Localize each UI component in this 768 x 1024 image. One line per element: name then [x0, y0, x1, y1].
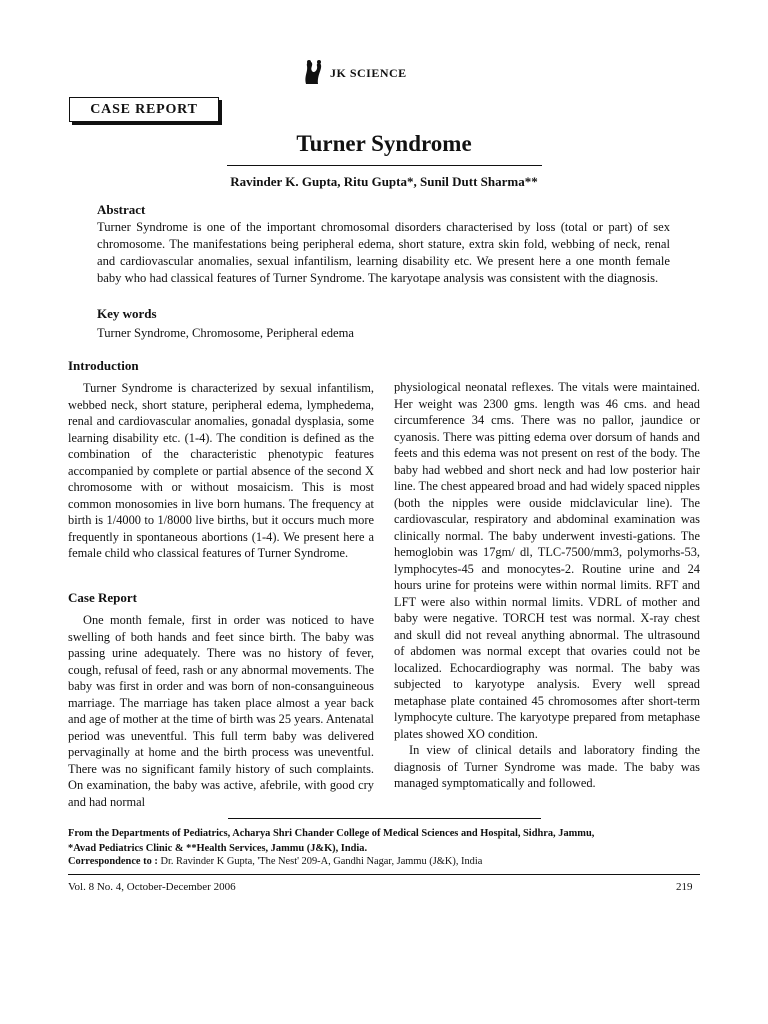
correspondence-text: Dr. Ravinder K Gupta, 'The Nest' 209-A, Gandhi Nagar, Jammu (J&K), India — [157, 856, 483, 867]
case-report-continuation: physiological neonatal reflexes. The vitals were maintained. Her weight was 2300 gms. length was 46 cms. and head circumference 34 cms. There was no pallor, jaundice or cyanosis. There was pitting edema over dorsum of hands and feets and this edema was not present on rest of the body. The baby had webbed and short neck and had low posterior hair line. The chest appeared broad and had widely spaced nipples (both the nipples were ouside midclavicular line). The cardiovascular, respiratory and abdominal examination was clinically normal. The baby underwent investi-gations. The hemoglobin was 17gm/ dl, TLC-7500/mm3, polymorhs-53, lymphocytes-45 and monocytes-2. Routine urine and 24 hours urine for proteins were within normal limits. RFT and LFT were also within normal limits. VDRL of mother and baby were negative. TORCH test was normal. X-ray chest and skull did not reveal anything abnormal. The ultrasound of abdomen was normal except that ovaries could not be localized. Echocardiography was normal. The baby was subjected to karyotype analysis. Every well spread metaphase plate contained 45 chromosomes after short-term lymphocyte culture. The karyotype prepared from metaphase plates showed XO condition. — [394, 380, 700, 741]
affiliation — [68, 826, 708, 856]
article-authors: Ravinder K. Gupta, Ritu Gupta*, Sunil Dutt Sharma** — [230, 174, 538, 189]
article-title: Turner Syndrome — [296, 131, 472, 156]
jk-science-logo-icon — [300, 58, 326, 86]
journal-header — [300, 58, 470, 88]
page-number: 219 — [676, 881, 693, 893]
abstract-text: Turner Syndrome is one of the important chromosomal disorders characterised by loss (total or part) of sex chromosome. The manifestations being peripheral edema, short stature, extra skin fold, webbing of neck, renal and cardiovascular anomalies, sexual infantilism, learning disability etc. We present here a one month female baby who had classical features of Turner Syndrome. The karyotape analysis was consistent with the diagnosis. — [97, 220, 670, 285]
case-report-heading: Case Report — [68, 590, 137, 605]
journal-name: JK SCIENCE — [330, 66, 407, 80]
introduction-body — [68, 380, 374, 562]
footnote-divider — [228, 818, 541, 819]
affiliation-line-2: *Avad Pediatrics Clinic & **Health Services, Jammu (J&K), India. — [68, 843, 368, 854]
section-label: CASE REPORT — [69, 97, 219, 122]
case-report-paragraph: One month female, first in order was noticed to have swelling of both hands and feet since birth. The baby was passing urine adequately. There was no history of fever, cough, refusal of feed, rash or any abnormal movements. The baby was first in order and was born of non-consanguineous marriage. The marriage has taken place almost a year back and age of mother at the time of birth was 25 years. Antenatal period was uneventful. This full term baby was delivered pervaginally at home and the birth process was uneventful. There was no significant family history of such complaints. On examination, the baby was active, afebrile, with good cry and had normal — [68, 613, 374, 809]
case-report-body-left — [68, 612, 374, 810]
correspondence-label: Correspondence to : — [68, 856, 158, 867]
volume-info: Vol. 8 No. 4, October-December 2006 — [68, 881, 236, 893]
footer-divider — [68, 874, 700, 875]
keywords-heading: Key words — [97, 306, 157, 321]
introduction-paragraph: Turner Syndrome is characterized by sexual infantilism, webbed neck, short stature, peripheral edema, lymphedema, renal and cardiovascular anomalies, gonadal dysplasia, some learning disability etc. (1-4). The condition is defined as the combination of the characteristic phenotypic features accompanied by complete or partial absence of the second X chromosome with or without mosaicism. This is most common monosomies in live born humans. The frequency at birth is 1/4000 to 1/8000 live births, but it occurs much more frequently in spontaneous abortions (1-4). We present here a female child who classical features of Turner Syndrome. — [68, 381, 374, 560]
affiliation-line-1: From the Departments of Pediatrics, Acharya Shri Chander College of Medical Sciences and Hospital, Sidhra, Jammu, — [68, 828, 595, 839]
introduction-heading: Introduction — [68, 358, 139, 373]
case-report-conclusion: In view of clinical details and laboratory finding the diagnosis of Turner Syndrome was made. The baby was managed symptomatically and followed. — [394, 743, 700, 790]
correspondence — [68, 856, 482, 867]
abstract-heading: Abstract — [97, 202, 146, 217]
keywords-text: Turner Syndrome, Chromosome, Peripheral edema — [97, 326, 354, 340]
case-report-body-right — [394, 379, 700, 792]
title-divider — [227, 165, 542, 166]
